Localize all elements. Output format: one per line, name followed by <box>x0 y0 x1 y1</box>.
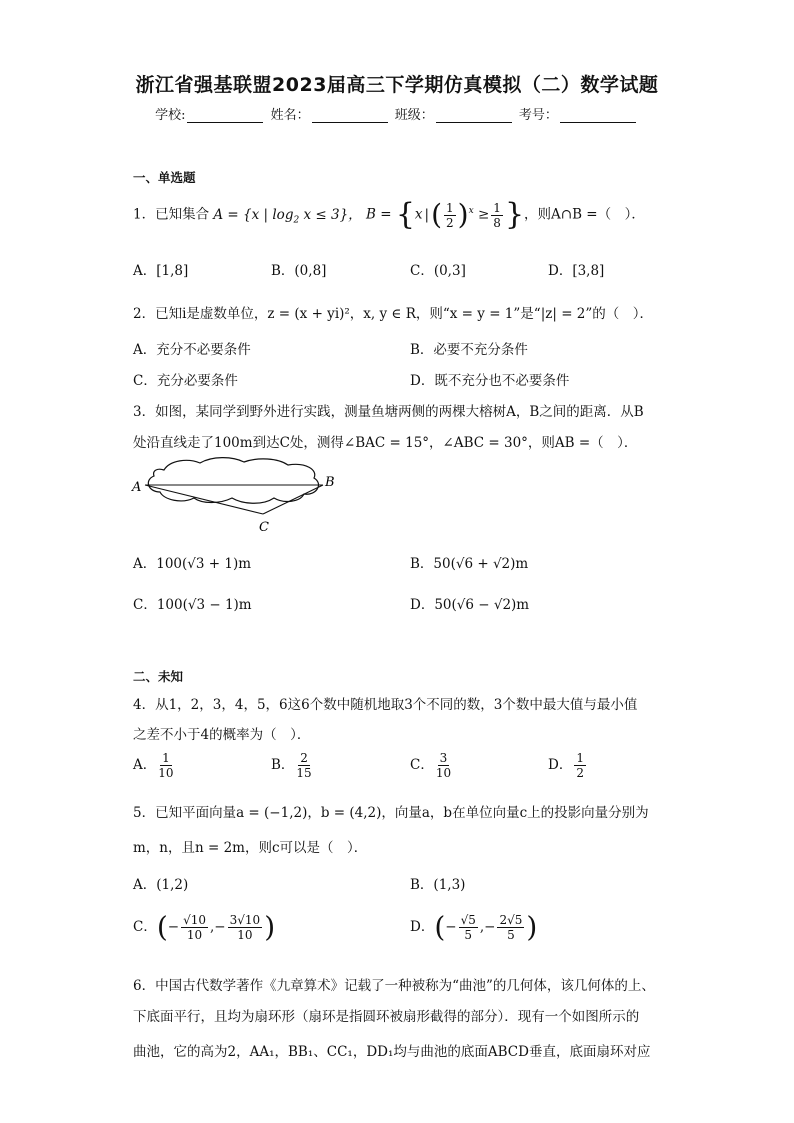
q2-option-c: C．充分必要条件 <box>133 373 238 389</box>
question-3-line-1: 3．如图，某同学到野外进行实践，测量鱼塘两侧的两棵大榕树A，B之间的距离．从B <box>133 404 644 420</box>
q3-option-c: C．100(√3 − 1)m <box>133 597 252 613</box>
pond-figure <box>128 456 343 536</box>
section-heading-single-choice: 一、单选题 <box>133 170 196 185</box>
fraction-one-eighth: $\frac{1}{8}$ <box>493 200 501 230</box>
exam-number-label: 考号： <box>518 108 558 123</box>
question-6-line-2: 下底面平行，且均为扇环形（扇环是指圆环被扇形截得的部分）．现有一个如图所示的 <box>133 1009 640 1025</box>
school-label: 学校: <box>155 108 186 123</box>
page-title: 浙江省强基联盟2023届高三下学期仿真模拟（二）数学试题 <box>135 74 659 96</box>
school-blank <box>187 108 263 123</box>
exam-number-blank <box>560 108 636 123</box>
section-heading-unknown: 二、未知 <box>133 669 184 684</box>
question-1-tail: ，则A∩B =（ ）． <box>524 206 645 223</box>
question-2: 2．已知i是虚数单位，z = (x + yi)²，x, y ∈ R，则“x = y = 1”是“|z| = 2”的（ ）． <box>133 306 654 322</box>
segment-ac <box>145 485 263 514</box>
question-1: 1．已知集合 A = {x | $\log_2 x \le 3$}， B = {x |( $\frac{1}{2}$ )$^x$ ≥ $\frac{1}{8}$ }，则A∩B =（ ）． <box>133 197 645 232</box>
q1-option-c: C．(0,3] <box>410 263 466 279</box>
question-6-line-1: 6．中国古代数学著作《九章算术》记载了一种被称为“曲池”的几何体，该几何体的上、 <box>133 978 655 994</box>
question-4-line-1: 4．从1，2，3，4，5，6这6个数中随机地取3个不同的数，3个数中最大值与最小值 <box>133 697 638 713</box>
q4-option-a: A． $\frac{1}{10}$ <box>133 751 174 780</box>
q1-option-b: B．(0,8] <box>271 263 327 279</box>
student-info-line <box>0 104 794 123</box>
fraction-one-half: $\frac{1}{2}$ <box>446 200 454 230</box>
q5-option-b: B．(1,3) <box>410 877 466 893</box>
q5-option-d: D．(− $\frac{√5}{5}$ ,− $\frac{2√5}{5}$ ) <box>410 910 538 944</box>
q3-option-a: A．100(√3 + 1)m <box>133 556 252 572</box>
question-5-line-1: 5．已知平面向量a = (−1,2)，b = (4,2)，向量a，b在单位向量c上的投影向量分别为 <box>133 805 649 821</box>
point-b-label: B <box>325 475 335 490</box>
q5-option-c: C．(− $\frac{√10}{10}$ ,− $\frac{3√10}{10}$ ) <box>133 910 276 944</box>
q4-option-c: C． $\frac{3}{10}$ <box>410 751 452 780</box>
name-blank <box>312 108 388 123</box>
set-b-open-brace: { <box>395 197 415 232</box>
q2-option-a: A．充分不必要条件 <box>133 342 251 358</box>
class-label: 班级： <box>394 108 434 123</box>
q1-option-a: A．[1,8] <box>133 263 189 279</box>
question-1-lead: 1．已知集合 <box>133 206 210 223</box>
q3-option-d: D．50(√6 − √2)m <box>410 597 530 613</box>
class-blank <box>436 108 512 123</box>
question-5-line-2: m，n，且n = 2m，则c可以是（ ）． <box>133 840 368 856</box>
question-6-line-3: 曲池，它的高为2，AA₁，BB₁、CC₁，DD₁均与曲池的底面ABCD垂直，底面扇环对应 <box>133 1044 651 1060</box>
question-3-line-2: 处沿直线走了100m到达C处，测得∠BAC = 15°，∠ABC = 30°，则AB =（ ）． <box>133 435 638 451</box>
q3-option-b: B．50(√6 + √2)m <box>410 556 529 572</box>
pond-outline <box>148 458 318 504</box>
point-a-label: A <box>132 480 142 495</box>
point-c-label: C <box>259 520 269 535</box>
q4-option-d: D． $\frac{1}{2}$ <box>548 751 584 780</box>
q2-option-b: B．必要不充分条件 <box>410 342 528 358</box>
q4-option-b: B． $\frac{2}{15}$ <box>271 751 312 780</box>
set-b-prefix: B = <box>365 206 396 223</box>
q1-option-d: D．[3,8] <box>548 263 605 279</box>
set-a-def: A = {x | $\log_2 x \le 3$}， <box>213 206 362 226</box>
question-4-line-2: 之差不小于4的概率为（ ）． <box>133 727 311 743</box>
q2-option-d: D．既不充分也不必要条件 <box>410 373 570 389</box>
set-b-var: x <box>414 206 423 223</box>
name-label: 姓名： <box>270 108 310 123</box>
q5-option-a: A．(1,2) <box>133 877 189 893</box>
